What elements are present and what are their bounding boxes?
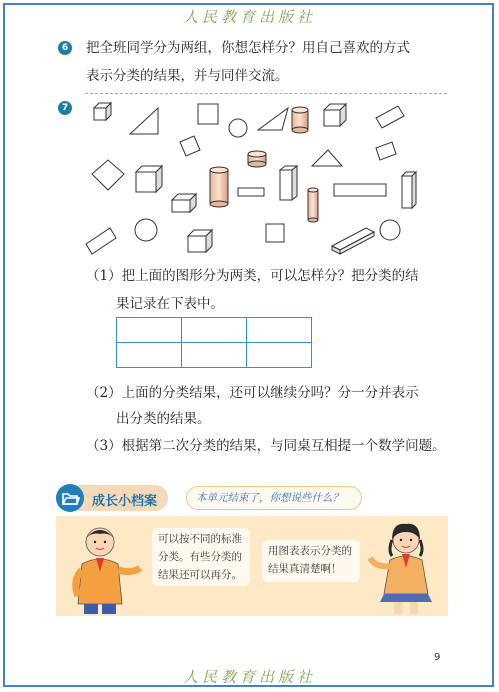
cylinder-icon xyxy=(308,188,318,222)
girl-speech-bubble xyxy=(262,540,360,582)
cube-icon xyxy=(136,166,162,192)
publisher-footer: 人民教育出版社 xyxy=(182,668,316,686)
triangle-icon xyxy=(258,108,288,130)
cylinder-icon xyxy=(248,151,266,167)
prism-icon xyxy=(402,172,416,208)
cube-icon xyxy=(94,103,111,120)
girl-illustration xyxy=(364,518,444,616)
girl-speech-line: 结果真清楚啊！ xyxy=(268,563,342,575)
triangle-icon xyxy=(312,150,342,166)
problem-6-number: 6 xyxy=(58,41,72,55)
square-icon xyxy=(376,142,396,160)
folder-icon xyxy=(56,484,84,512)
boy-speech-line: 结果还可以再分。 xyxy=(158,569,242,581)
rectangle-icon xyxy=(334,184,386,196)
folder-badge xyxy=(56,484,84,512)
table-row xyxy=(117,343,312,368)
problem-6-line-1: 把全班同学分为两组，你想怎样分？用自己喜欢的方式 xyxy=(86,40,410,56)
circle-icon xyxy=(229,119,247,137)
table-cell[interactable] xyxy=(182,343,247,368)
rectangle-icon xyxy=(238,188,264,196)
question-3: （3）根据第二次分类的结果，与同桌互相提一个数学问题。 xyxy=(86,438,446,454)
answer-table xyxy=(116,317,312,368)
question-2-line-2: 出分类的结果。 xyxy=(116,411,211,427)
circle-icon xyxy=(380,220,400,240)
boy-speech-line: 分类。有些分类的 xyxy=(158,551,242,563)
triangle-icon xyxy=(130,108,158,134)
cube-icon xyxy=(188,230,212,252)
problem-7-number: 7 xyxy=(58,101,72,115)
cuboid-icon xyxy=(172,194,196,212)
square-icon xyxy=(266,224,284,242)
growth-title: 成长小档案 xyxy=(92,494,158,509)
table-cell[interactable] xyxy=(182,318,247,343)
cube-icon xyxy=(324,104,346,126)
question-1-line-2: 果记录在下表中。 xyxy=(116,296,224,312)
boy-speech-line: 可以按不同的标准 xyxy=(158,533,242,545)
table-cell[interactable] xyxy=(117,343,182,368)
prompt-text: 本单元结束了，你想说些什么？ xyxy=(196,492,343,504)
table-cell[interactable] xyxy=(247,343,312,368)
question-1-line-1: （1）把上面的图形分为两类，可以怎样分？把分类的结 xyxy=(86,268,419,284)
diamond-icon xyxy=(92,160,124,190)
girl-speech-line: 用图表表示分类的 xyxy=(268,545,352,557)
boy-illustration xyxy=(62,520,150,616)
problem-6-line-2: 表示分类的结果，并与同伴交流。 xyxy=(86,68,289,84)
rectangle-icon xyxy=(86,228,116,254)
cylinder-icon xyxy=(210,167,228,207)
question-2-line-1: （2）上面的分类结果，还可以继续分吗？分一分并表示 xyxy=(86,385,419,401)
rectangle-icon xyxy=(376,106,404,128)
table-row xyxy=(117,318,312,343)
publisher-header: 人民教育出版社 xyxy=(182,8,316,26)
square-icon xyxy=(198,104,218,124)
cuboid-icon xyxy=(332,228,374,254)
prism-icon xyxy=(280,166,297,200)
table-cell[interactable] xyxy=(117,318,182,343)
circle-icon xyxy=(135,219,157,241)
shapes-illustration xyxy=(80,96,420,256)
square-icon xyxy=(180,136,200,156)
divider xyxy=(85,93,447,94)
cylinder-icon xyxy=(292,107,308,133)
page-number: 9 xyxy=(434,652,441,663)
table-cell[interactable] xyxy=(247,318,312,343)
boy-speech-bubble xyxy=(152,528,250,586)
